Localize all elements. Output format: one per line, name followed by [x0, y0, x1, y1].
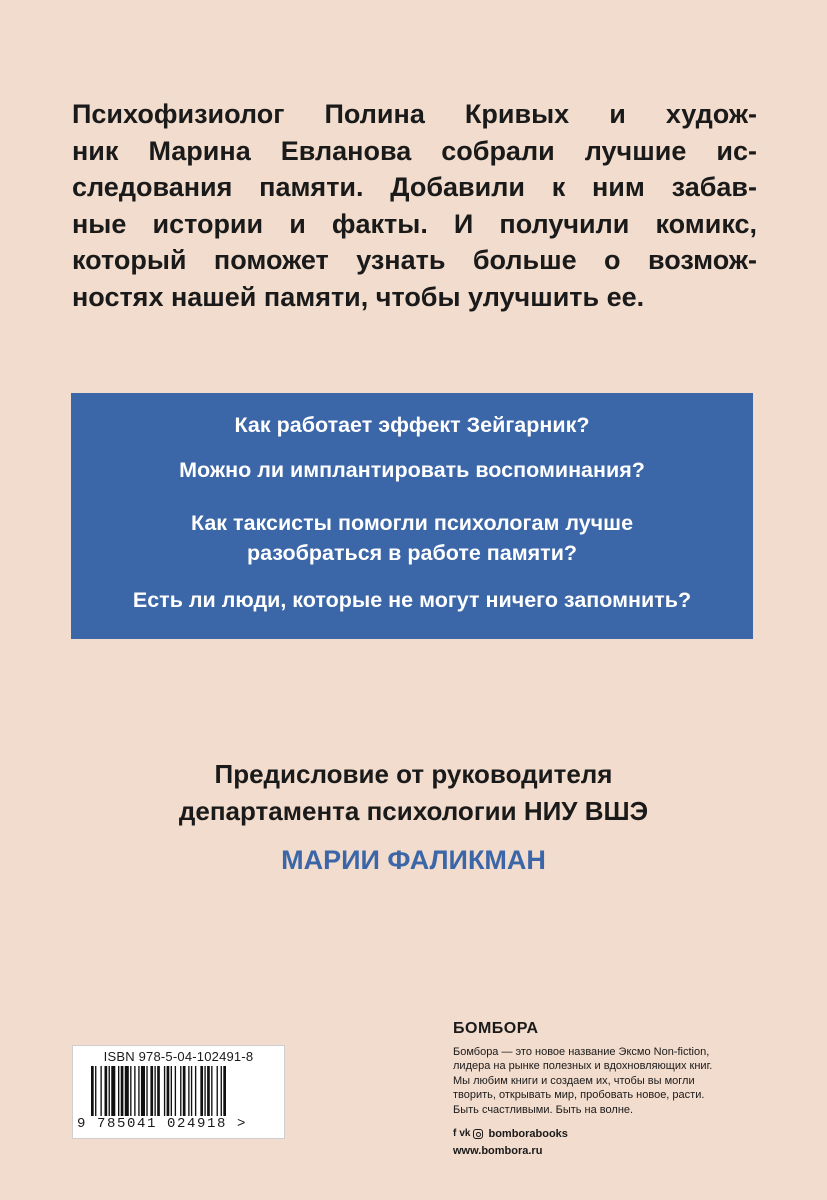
- intro-line: Психофизиолог Полина Кривых и худож-: [72, 99, 757, 129]
- intro-line: который поможет узнать больше о возмож-: [72, 245, 757, 275]
- intro-line: ные истории и факты. И получили комикс,: [72, 208, 757, 239]
- question-item: разобраться в работе памяти?: [246, 541, 578, 565]
- intro-paragraph: [72, 96, 757, 315]
- intro-line: ник Марина Евланова собрали лучшие ис-: [72, 135, 757, 166]
- publisher-logo: БОМБОРА: [453, 1020, 539, 1037]
- publisher-block: [453, 1022, 773, 1158]
- intro-line: следования памяти. Добавили к ним забав-: [72, 172, 757, 202]
- publisher-description-line: Мы любим книги и создаем их, чтобы вы могли: [453, 1074, 695, 1087]
- question-item: Как работает эффект Зейгарник?: [234, 413, 590, 437]
- publisher-description: [453, 1045, 773, 1118]
- social-handle[interactable]: bomborabooks: [488, 1128, 568, 1140]
- publisher-description-line: Быть счастливыми. Быть на волне.: [453, 1103, 634, 1116]
- publisher-description-line: лидера на рынке полезных и вдохновляющих книг.: [453, 1060, 713, 1072]
- preface-line: Предисловие от руководителя: [214, 759, 613, 789]
- publisher-description-line: творить, открывать мир, пробовать новое, расти.: [453, 1089, 705, 1101]
- publisher-url[interactable]: www.bombora.ru: [453, 1144, 543, 1157]
- preface-line: департамента психологии НИУ ВШЭ: [178, 796, 649, 826]
- barcode-digits: 9 785041 024918 >: [77, 1116, 248, 1132]
- isbn-barcode: [72, 1045, 285, 1139]
- barcode-bars: [91, 1066, 269, 1118]
- question-item: Как таксисты помогли психологам лучше: [190, 511, 634, 535]
- preface-author: МАРИИ ФАЛИКМАН: [281, 845, 546, 875]
- facebook-icon[interactable]: f: [453, 1128, 457, 1139]
- intro-line: ностях нашей памяти, чтобы улучшить ее.: [72, 281, 645, 312]
- question-item: Есть ли люди, которые не могут ничего запомнить?: [132, 588, 692, 612]
- preface-heading: [0, 756, 827, 830]
- questions-box: [71, 393, 753, 639]
- vk-icon[interactable]: vk: [459, 1128, 471, 1139]
- instagram-icon[interactable]: [473, 1129, 483, 1139]
- publisher-social: [453, 1127, 773, 1142]
- publisher-description-line: Бомбора — это новое название Эксмо Non-fiction,: [453, 1045, 710, 1058]
- isbn-number: ISBN 978-5-04-102491-8: [103, 1049, 254, 1064]
- question-item: Можно ли имплантировать воспоминания?: [179, 458, 645, 482]
